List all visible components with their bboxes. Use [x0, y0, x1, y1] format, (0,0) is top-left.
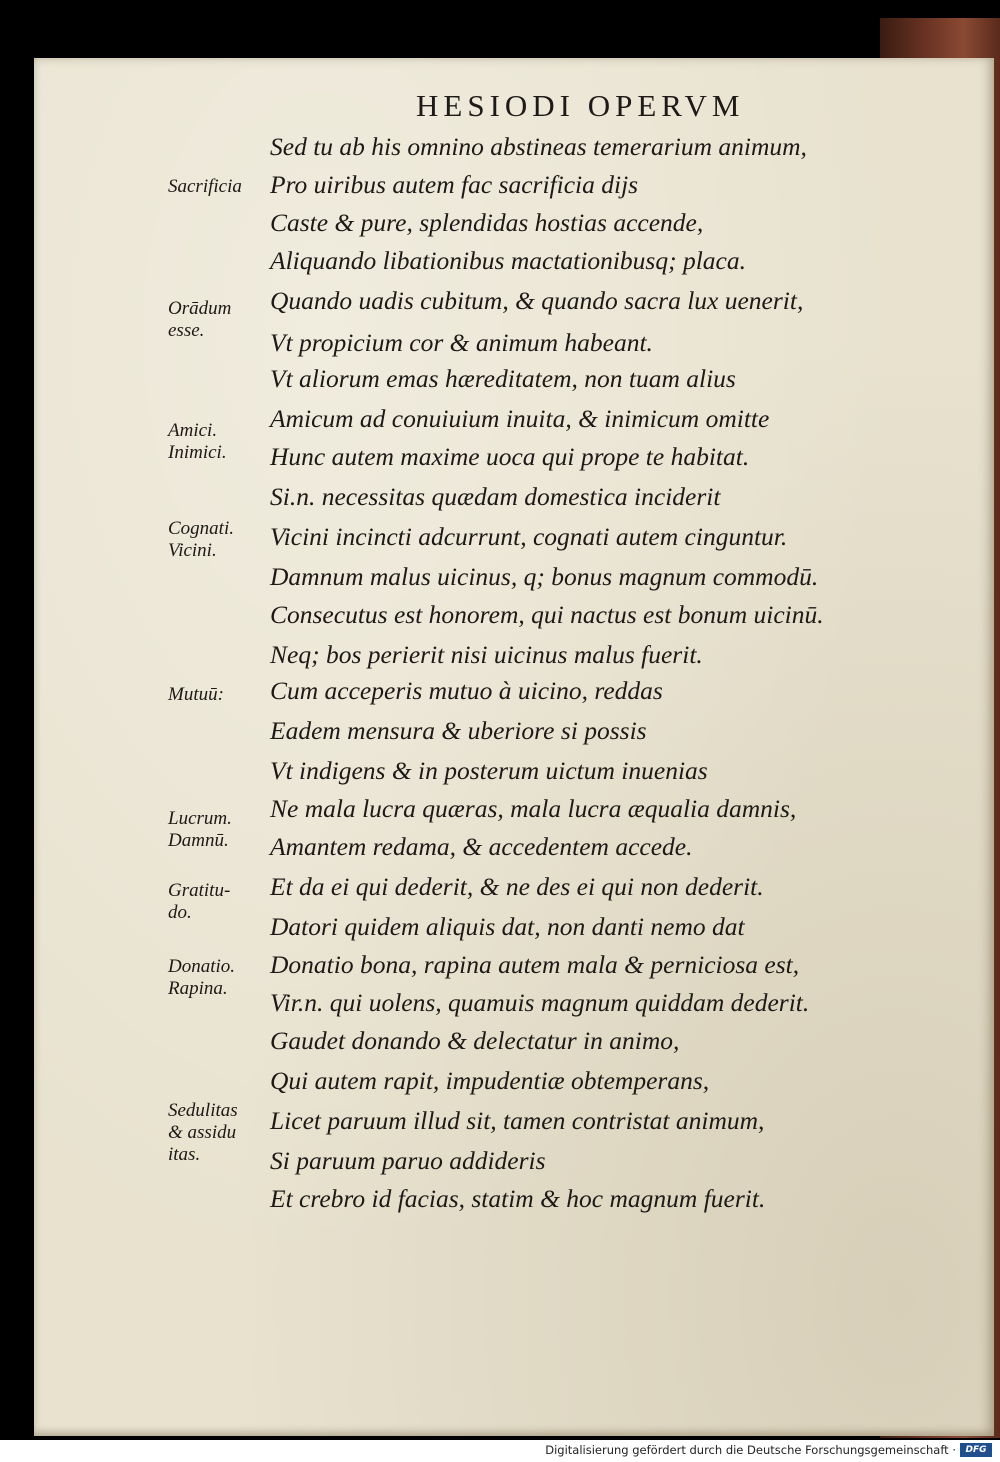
marginal-note: Sedulitas & assidu itas. — [168, 1100, 238, 1165]
verse-line: Pro uiribus autem fac sacrificia dijs — [270, 170, 639, 199]
verse-line: Cum acceperis mutuo à uicino, reddas — [270, 676, 663, 705]
verse-line: Vicini incincti adcurrunt, cognati autem cinguntur. — [270, 522, 788, 551]
verse-line: Ne mala lucra quæras, mala lucra æqualia damnis, — [270, 794, 797, 823]
marginal-note: Gratitu- do. — [168, 880, 231, 923]
dfg-logo-icon: DFG — [960, 1443, 992, 1457]
verse-line: Qui autem rapit, impudentiæ obtemperans, — [270, 1066, 710, 1095]
verse-line: Si paruum paruo addideris — [270, 1146, 546, 1175]
verse-line: Vt aliorum emas hæreditatem, non tuam alius — [270, 364, 736, 393]
verse-line: Eadem mensura & uberiore si possis — [270, 716, 647, 745]
verse-line: Sed tu ab his omnino abstineas temerarium animum, — [270, 132, 807, 161]
marginal-note: Sacrificia — [168, 176, 242, 197]
verse-line: Et da ei qui dederit, & ne des ei qui non dederit. — [270, 872, 764, 901]
marginal-note: Lucrum. Damnū. — [168, 808, 232, 851]
verse-line: Vir.n. qui uolens, quamuis magnum quiddam dederit. — [270, 988, 810, 1017]
verse-line: Neq; bos perierit nisi uicinus malus fuerit. — [270, 640, 703, 669]
verse-line: Licet paruum illud sit, tamen contristat animum, — [270, 1106, 765, 1135]
marginal-note: Cognati. Vicini. — [168, 518, 234, 561]
verse-line: Caste & pure, splendidas hostias accende, — [270, 208, 704, 237]
verse-line: Gaudet donando & delectatur in animo, — [270, 1026, 680, 1055]
funding-notice: Digitalisierung gefördert durch die Deutsche Forschungsgemeinschaft · — [545, 1443, 956, 1457]
marginal-note: Mutuū: — [168, 684, 224, 705]
marginal-note: Orādum esse. — [168, 298, 232, 341]
verse-line: Vt indigens & in posterum uictum inuenias — [270, 756, 708, 785]
verse-line: Amantem redama, & accedentem accede. — [270, 832, 693, 861]
running-head: HESIODI OPERVM — [416, 88, 745, 123]
verse-line: Aliquando libationibus mactationibusq; placa. — [270, 246, 746, 275]
verse-line: Vt propicium cor & animum habeant. — [270, 328, 653, 357]
verse-line: Donatio bona, rapina autem mala & perniciosa est, — [270, 950, 800, 979]
verse-line: Et crebro id facias, statim & hoc magnum fuerit. — [270, 1184, 766, 1213]
footer-bar — [0, 1440, 1000, 1462]
marginal-note: Amici. Inimici. — [168, 420, 227, 463]
marginal-note: Donatio. Rapina. — [168, 956, 236, 999]
verse-line: Amicum ad conuiuium inuita, & inimicum omitte — [270, 404, 770, 433]
verse-line: Datori quidem aliquis dat, non danti nemo dat — [270, 912, 745, 941]
verse-line: Quando uadis cubitum, & quando sacra lux uenerit, — [270, 286, 804, 315]
verse-line: Hunc autem maxime uoca qui prope te habitat. — [270, 442, 750, 471]
verse-line: Damnum malus uicinus, q; bonus magnum commodū. — [270, 562, 819, 591]
verse-line: Consecutus est honorem, qui nactus est bonum uicinū. — [270, 600, 824, 629]
verse-line: Si.n. necessitas quædam domestica inciderit — [270, 482, 721, 511]
